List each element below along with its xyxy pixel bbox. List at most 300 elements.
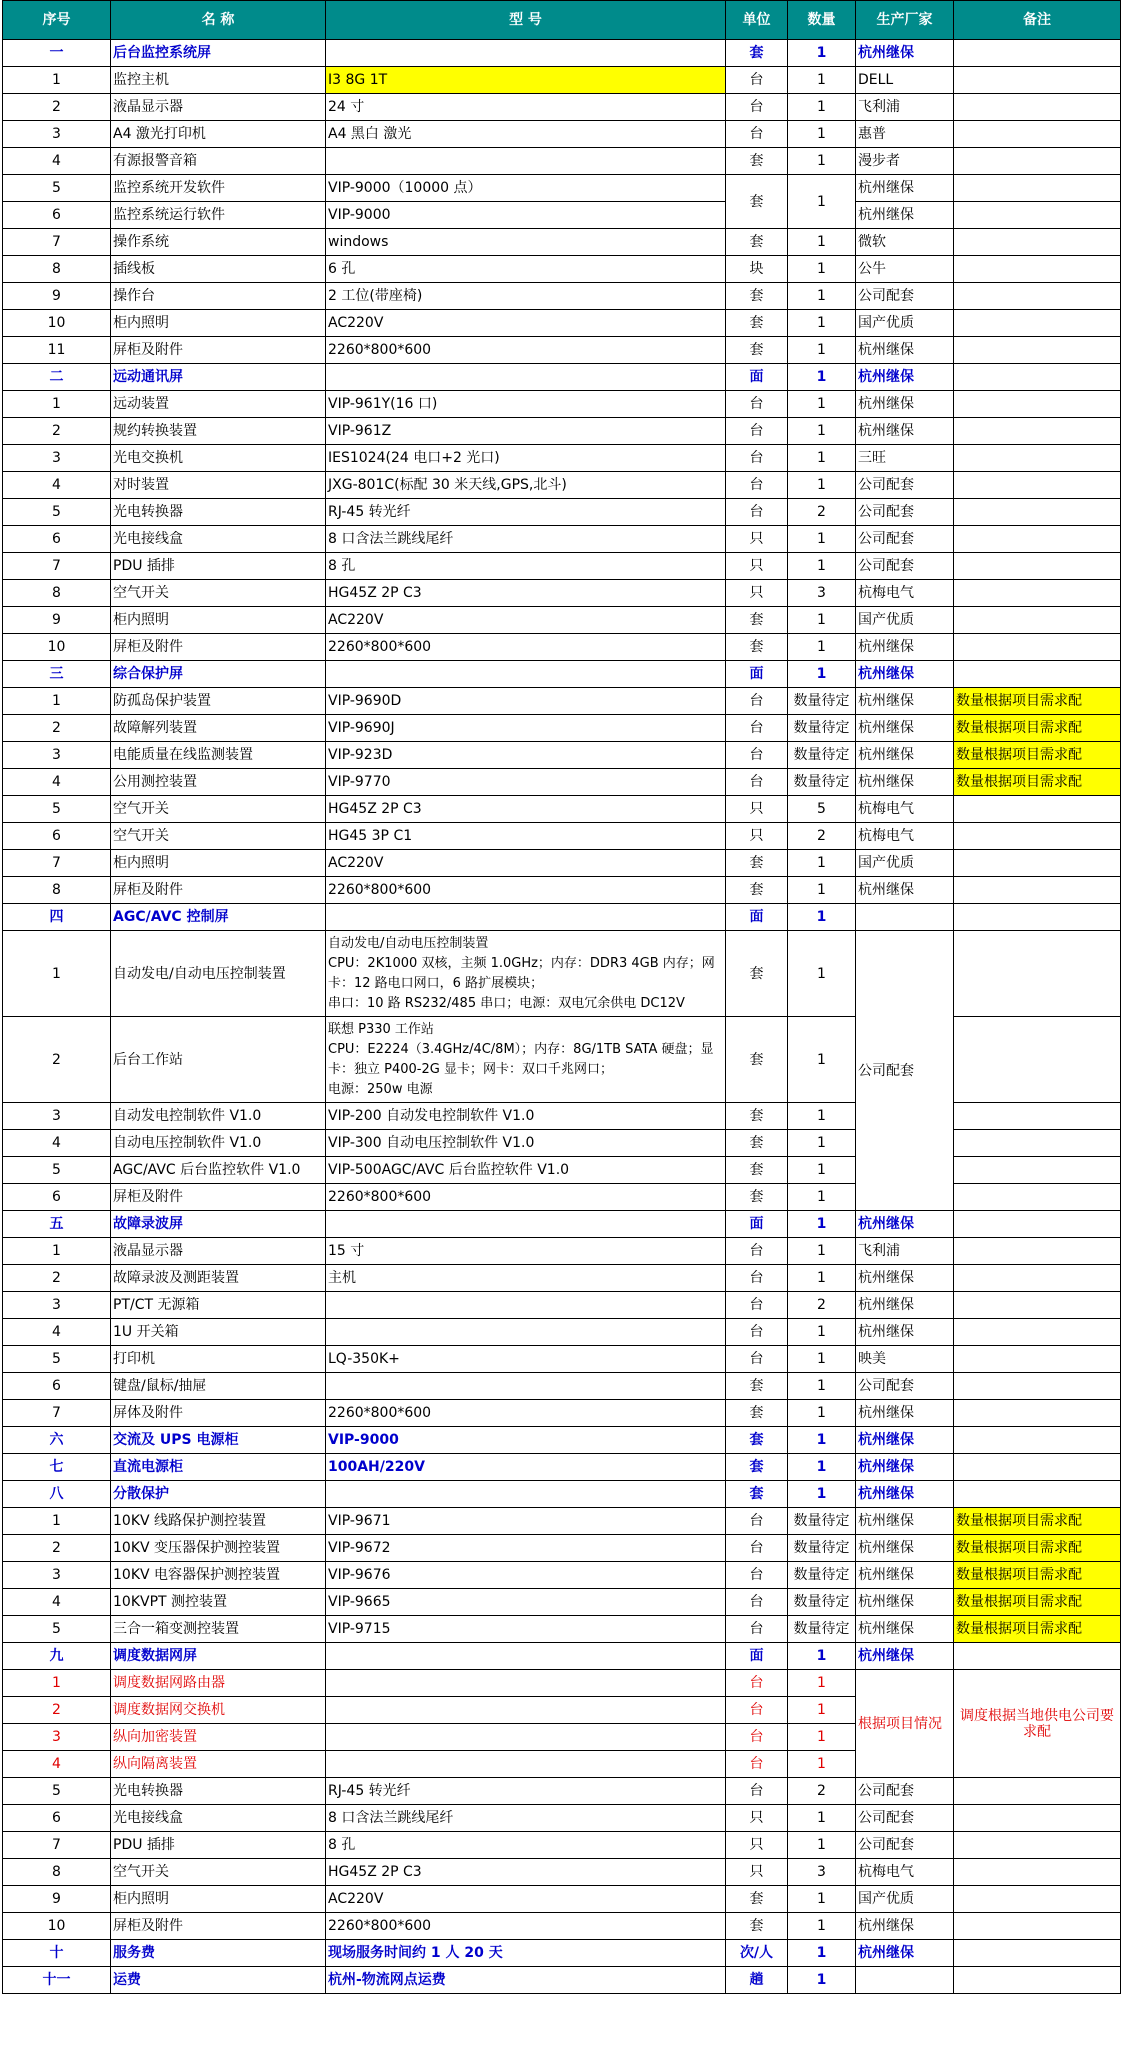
- section-name: 综合保护屏: [111, 661, 326, 688]
- table-row: [3, 877, 1121, 904]
- row-qty: 1: [788, 229, 856, 256]
- section-name: 故障录波屏: [111, 1211, 326, 1238]
- row-index: 6: [3, 1805, 111, 1832]
- row-manufacturer: 杭州继保: [856, 1319, 954, 1346]
- row-manufacturer: 公司配套: [856, 526, 954, 553]
- row-manufacturer: 飞利浦: [856, 94, 954, 121]
- row-model: 24 寸: [326, 94, 726, 121]
- row-note: [954, 310, 1121, 337]
- row-note: [954, 1265, 1121, 1292]
- section-note: [954, 661, 1121, 688]
- row-model: 15 寸: [326, 1238, 726, 1265]
- row-qty: 1: [788, 94, 856, 121]
- table-row: [3, 283, 1121, 310]
- section-qty: 1: [788, 904, 856, 931]
- table-row: [3, 850, 1121, 877]
- row-unit: 套: [726, 931, 788, 1017]
- row-manufacturer: 杭州继保: [856, 688, 954, 715]
- row-name: 柜内照明: [111, 607, 326, 634]
- table-row: [3, 121, 1121, 148]
- table-row: [3, 1886, 1121, 1913]
- section-unit: 套: [726, 1481, 788, 1508]
- row-qty: 1: [788, 1805, 856, 1832]
- row-qty: 1: [788, 1886, 856, 1913]
- row-index: 5: [3, 1157, 111, 1184]
- section-name: 运费: [111, 1967, 326, 1994]
- row-unit: 套: [726, 1886, 788, 1913]
- row-model: A4 黑白 激光: [326, 121, 726, 148]
- row-name: 监控主机: [111, 67, 326, 94]
- row-note: [954, 1130, 1121, 1157]
- row-manufacturer: 公司配套: [856, 283, 954, 310]
- row-manufacturer: 杭州继保: [856, 1265, 954, 1292]
- row-name: 电能质量在线监测装置: [111, 742, 326, 769]
- row-model: 6 孔: [326, 256, 726, 283]
- row-qty: 1: [788, 1697, 856, 1724]
- row-index: 2: [3, 1535, 111, 1562]
- row-index: 2: [3, 715, 111, 742]
- section-index: 三: [3, 661, 111, 688]
- row-note: [954, 418, 1121, 445]
- row-note: [954, 256, 1121, 283]
- row-model: 8 口含法兰跳线尾纤: [326, 1805, 726, 1832]
- section-index: 五: [3, 1211, 111, 1238]
- row-model: 8 孔: [326, 553, 726, 580]
- row-qty: 1: [788, 1130, 856, 1157]
- row-qty: 2: [788, 823, 856, 850]
- row-qty: 1: [788, 1832, 856, 1859]
- table-row: [3, 499, 1121, 526]
- row-unit: 台: [726, 391, 788, 418]
- section-model: [326, 904, 726, 931]
- table-row: [3, 715, 1121, 742]
- section-index: 十一: [3, 1967, 111, 1994]
- row-note: [954, 1319, 1121, 1346]
- row-name: 液晶显示器: [111, 94, 326, 121]
- row-note: 数量根据项目需求配: [954, 1616, 1121, 1643]
- row-model: [326, 1373, 726, 1400]
- row-qty: 1: [788, 310, 856, 337]
- section-row: [3, 40, 1121, 67]
- row-model: 2260*800*600: [326, 1400, 726, 1427]
- row-qty: 3: [788, 580, 856, 607]
- row-unit: 台: [726, 1562, 788, 1589]
- row-index: 6: [3, 526, 111, 553]
- row-note: [954, 94, 1121, 121]
- row-manufacturer: 杭州继保: [856, 1535, 954, 1562]
- row-unit: 台: [726, 472, 788, 499]
- section-name: AGC/AVC 控制屏: [111, 904, 326, 931]
- row-qty: 1: [788, 634, 856, 661]
- row-note: [954, 1184, 1121, 1211]
- section-name: 服务费: [111, 1940, 326, 1967]
- row-manufacturer: 公牛: [856, 256, 954, 283]
- row-manufacturer: 杭梅电气: [856, 1859, 954, 1886]
- row-note: [954, 877, 1121, 904]
- row-manufacturer: 杭州继保: [856, 1508, 954, 1535]
- row-note: [954, 1373, 1121, 1400]
- row-note: [954, 202, 1121, 229]
- table-row: [3, 1670, 1121, 1697]
- row-manufacturer: 国产优质: [856, 850, 954, 877]
- row-name: 打印机: [111, 1346, 326, 1373]
- row-model: HG45Z 2P C3: [326, 580, 726, 607]
- row-index: 3: [3, 742, 111, 769]
- row-unit: 台: [726, 1724, 788, 1751]
- row-note: [954, 337, 1121, 364]
- table-row: [3, 337, 1121, 364]
- table-row: [3, 391, 1121, 418]
- section-row: [3, 1481, 1121, 1508]
- table-row: [3, 1400, 1121, 1427]
- row-manufacturer: 公司配套: [856, 553, 954, 580]
- section-model: VIP-9000: [326, 1427, 726, 1454]
- section-unit: 面: [726, 661, 788, 688]
- header-row: [3, 1, 1121, 40]
- row-note: 数量根据项目需求配: [954, 715, 1121, 742]
- row-note: [954, 67, 1121, 94]
- row-model: VIP-9665: [326, 1589, 726, 1616]
- row-model: VIP-9690J: [326, 715, 726, 742]
- row-name: 有源报警音箱: [111, 148, 326, 175]
- row-manufacturer: 杭州继保: [856, 742, 954, 769]
- row-name: 空气开关: [111, 580, 326, 607]
- row-unit: 套: [726, 1103, 788, 1130]
- row-name: 插线板: [111, 256, 326, 283]
- table-row: [3, 796, 1121, 823]
- row-name: 光电交换机: [111, 445, 326, 472]
- row-unit: 套: [726, 1913, 788, 1940]
- row-index: 7: [3, 553, 111, 580]
- row-name: 10KV 线路保护测控装置: [111, 1508, 326, 1535]
- row-manufacturer: 杭州继保: [856, 715, 954, 742]
- row-note: [954, 391, 1121, 418]
- row-manufacturer: 杭梅电气: [856, 823, 954, 850]
- row-model: [326, 1751, 726, 1778]
- row-manufacturer: 杭州继保: [856, 877, 954, 904]
- row-unit: 台: [726, 1616, 788, 1643]
- row-qty: 1: [788, 1724, 856, 1751]
- table-row: [3, 742, 1121, 769]
- section-qty: 1: [788, 1643, 856, 1670]
- row-model: 2 工位(带座椅): [326, 283, 726, 310]
- row-qty: 1: [788, 1184, 856, 1211]
- row-manufacturer: 杭梅电气: [856, 796, 954, 823]
- row-index: 7: [3, 1832, 111, 1859]
- row-model: 自动发电/自动电压控制装置 CPU：2K1000 双核，主频 1.0GHz；内存：DDR3 4GB 内存；网卡：12 路电口网口，6 路扩展模块； 串口：10 路 RS232/485 串口；电源：双电冗余供电 DC12V: [326, 931, 726, 1017]
- row-unit: 套: [726, 1373, 788, 1400]
- row-note: [954, 175, 1121, 202]
- section-note: [954, 1211, 1121, 1238]
- row-manufacturer: 杭州继保: [856, 1292, 954, 1319]
- table-row: [3, 1832, 1121, 1859]
- row-name: 空气开关: [111, 796, 326, 823]
- section-row: [3, 364, 1121, 391]
- table-row: [3, 1130, 1121, 1157]
- row-unit: 台: [726, 1346, 788, 1373]
- section-manufacturer: 杭州继保: [856, 661, 954, 688]
- row-qty: 1: [788, 283, 856, 310]
- row-manufacturer: 国产优质: [856, 1886, 954, 1913]
- section-index: 四: [3, 904, 111, 931]
- row-note: [954, 607, 1121, 634]
- row-unit: 台: [726, 1292, 788, 1319]
- row-index: 2: [3, 1697, 111, 1724]
- row-unit: 台: [726, 121, 788, 148]
- row-qty: 1: [788, 391, 856, 418]
- row-manufacturer: 国产优质: [856, 607, 954, 634]
- row-manufacturer: 杭州继保: [856, 1913, 954, 1940]
- row-unit: 只: [726, 1859, 788, 1886]
- section-row: [3, 904, 1121, 931]
- section-note: [954, 40, 1121, 67]
- section-note: [954, 1481, 1121, 1508]
- row-name: 屏柜及附件: [111, 1913, 326, 1940]
- row-manufacturer: 杭州继保: [856, 1400, 954, 1427]
- row-note: [954, 1859, 1121, 1886]
- row-unit: 套: [726, 1400, 788, 1427]
- row-model: VIP-9000（10000 点）: [326, 175, 726, 202]
- row-name: 屏柜及附件: [111, 634, 326, 661]
- row-index: 8: [3, 256, 111, 283]
- section-qty: 1: [788, 1211, 856, 1238]
- table-row: [3, 1103, 1121, 1130]
- table-row: [3, 634, 1121, 661]
- row-unit: 只: [726, 796, 788, 823]
- row-manufacturer: 杭州继保: [856, 337, 954, 364]
- row-name: 调度数据网交换机: [111, 1697, 326, 1724]
- row-model: 联想 P330 工作站 CPU：E2224（3.4GHz/4C/8M）；内存：8G/1TB SATA 硬盘；显卡：独立 P400-2G 显卡；网卡：双口千兆网口； 电源：250w 电源: [326, 1017, 726, 1103]
- row-name: 屏柜及附件: [111, 337, 326, 364]
- row-unit: 套: [726, 1184, 788, 1211]
- row-name: 故障录波及测距装置: [111, 1265, 326, 1292]
- row-qty: 1: [788, 148, 856, 175]
- row-qty: 1: [788, 256, 856, 283]
- row-unit: 套: [726, 337, 788, 364]
- row-model: VIP-9672: [326, 1535, 726, 1562]
- section-name: 远动通讯屏: [111, 364, 326, 391]
- row-unit: 只: [726, 1805, 788, 1832]
- row-qty: 1: [788, 337, 856, 364]
- row-index: 4: [3, 1751, 111, 1778]
- header-unit: 单位: [726, 1, 788, 40]
- row-index: 2: [3, 418, 111, 445]
- section-note: [954, 1454, 1121, 1481]
- row-qty: 数量待定: [788, 1589, 856, 1616]
- row-unit: 套: [726, 310, 788, 337]
- row-model: VIP-9690D: [326, 688, 726, 715]
- row-note: [954, 499, 1121, 526]
- table-row: [3, 1319, 1121, 1346]
- row-unit: 台: [726, 1238, 788, 1265]
- row-qty: 数量待定: [788, 1562, 856, 1589]
- row-name: 纵向隔离装置: [111, 1751, 326, 1778]
- section-index: 九: [3, 1643, 111, 1670]
- table-row: [3, 1346, 1121, 1373]
- row-qty: 1: [788, 67, 856, 94]
- section-name: 分散保护: [111, 1481, 326, 1508]
- table-row: [3, 1616, 1121, 1643]
- header-manufacturer: 生产厂家: [856, 1, 954, 40]
- row-note: [954, 1886, 1121, 1913]
- row-name: 防孤岛保护装置: [111, 688, 326, 715]
- table-row: [3, 67, 1121, 94]
- row-name: 10KV 变压器保护测控装置: [111, 1535, 326, 1562]
- section-unit: 面: [726, 904, 788, 931]
- row-note: [954, 121, 1121, 148]
- table-row: [3, 1562, 1121, 1589]
- row-name: AGC/AVC 后台监控软件 V1.0: [111, 1157, 326, 1184]
- table-row: [3, 1238, 1121, 1265]
- row-index: 3: [3, 121, 111, 148]
- row-name: A4 激光打印机: [111, 121, 326, 148]
- section-name: 交流及 UPS 电源柜: [111, 1427, 326, 1454]
- row-qty: 1: [788, 1319, 856, 1346]
- header-qty: 数量: [788, 1, 856, 40]
- row-model: 2260*800*600: [326, 1184, 726, 1211]
- row-model: 8 孔: [326, 1832, 726, 1859]
- row-index: 10: [3, 634, 111, 661]
- row-unit: 台: [726, 742, 788, 769]
- row-note: [954, 148, 1121, 175]
- row-note: [954, 1778, 1121, 1805]
- row-manufacturer: 公司配套: [856, 472, 954, 499]
- row-index: 1: [3, 1670, 111, 1697]
- row-name: 键盘/鼠标/抽屉: [111, 1373, 326, 1400]
- row-model: VIP-500AGC/AVC 后台监控软件 V1.0: [326, 1157, 726, 1184]
- row-note: [954, 1400, 1121, 1427]
- row-index: 9: [3, 1886, 111, 1913]
- section-manufacturer: 杭州继保: [856, 1427, 954, 1454]
- row-unit: 套: [726, 1157, 788, 1184]
- row-manufacturer: 杭州继保: [856, 391, 954, 418]
- row-qty: 1: [788, 1238, 856, 1265]
- row-name: 规约转换装置: [111, 418, 326, 445]
- row-model: [326, 1724, 726, 1751]
- row-index: 4: [3, 1319, 111, 1346]
- row-name: 操作台: [111, 283, 326, 310]
- section-manufacturer: [856, 904, 954, 931]
- section-unit: 套: [726, 1454, 788, 1481]
- row-model: HG45 3P C1: [326, 823, 726, 850]
- table-row: [3, 1292, 1121, 1319]
- row-manufacturer: 公司配套: [856, 1805, 954, 1832]
- section-model: [326, 1481, 726, 1508]
- row-index: 5: [3, 1778, 111, 1805]
- row-note: 数量根据项目需求配: [954, 1562, 1121, 1589]
- row-model: VIP-300 自动电压控制软件 V1.0: [326, 1130, 726, 1157]
- row-name: PDU 插排: [111, 1832, 326, 1859]
- row-index: 9: [3, 283, 111, 310]
- row-qty: 1: [788, 445, 856, 472]
- row-note: [954, 1913, 1121, 1940]
- section-manufacturer: 杭州继保: [856, 1643, 954, 1670]
- row-name: 监控系统开发软件: [111, 175, 326, 202]
- row-index: 3: [3, 445, 111, 472]
- row-name: 光电接线盒: [111, 526, 326, 553]
- row-index: 6: [3, 202, 111, 229]
- table-row: [3, 607, 1121, 634]
- row-model: 2260*800*600: [326, 337, 726, 364]
- row-note: [954, 1157, 1121, 1184]
- row-note: [954, 634, 1121, 661]
- row-name: 空气开关: [111, 1859, 326, 1886]
- section-manufacturer: 杭州继保: [856, 1481, 954, 1508]
- row-qty: 1: [788, 472, 856, 499]
- row-note: 数量根据项目需求配: [954, 769, 1121, 796]
- section-manufacturer: 杭州继保: [856, 1211, 954, 1238]
- header-name: 名 称: [111, 1, 326, 40]
- row-name: 1U 开关箱: [111, 1319, 326, 1346]
- row-note: [954, 1103, 1121, 1130]
- row-qty: 1: [788, 877, 856, 904]
- row-name: PDU 插排: [111, 553, 326, 580]
- row-model: LQ-350K+: [326, 1346, 726, 1373]
- section-name: 直流电源柜: [111, 1454, 326, 1481]
- table-row: [3, 175, 1121, 202]
- row-unit: 台: [726, 1589, 788, 1616]
- header-note: 备注: [954, 1, 1121, 40]
- row-unit: 台: [726, 1319, 788, 1346]
- row-name: 对时装置: [111, 472, 326, 499]
- row-name: 故障解列装置: [111, 715, 326, 742]
- section-unit: 趟: [726, 1967, 788, 1994]
- section-model: [326, 1643, 726, 1670]
- row-qty: 1: [788, 1751, 856, 1778]
- row-name: 纵向加密装置: [111, 1724, 326, 1751]
- row-model: 8 口含法兰跳线尾纤: [326, 526, 726, 553]
- table-row: [3, 823, 1121, 850]
- row-index: 4: [3, 769, 111, 796]
- row-manufacturer: 惠普: [856, 121, 954, 148]
- table-row: [3, 553, 1121, 580]
- section-index: 七: [3, 1454, 111, 1481]
- row-model: [326, 148, 726, 175]
- section-unit: 套: [726, 1427, 788, 1454]
- row-unit: 台: [726, 499, 788, 526]
- row-manufacturer: 杭州继保: [856, 418, 954, 445]
- row-manufacturer-merged: 公司配套: [856, 931, 954, 1211]
- row-unit: 套: [726, 229, 788, 256]
- row-model: 2260*800*600: [326, 1913, 726, 1940]
- row-unit: 台: [726, 1697, 788, 1724]
- row-qty: 1: [788, 1373, 856, 1400]
- row-index: 5: [3, 796, 111, 823]
- row-qty: 数量待定: [788, 1616, 856, 1643]
- row-name: 10KV 电容器保护测控装置: [111, 1562, 326, 1589]
- row-name: 光电转换器: [111, 499, 326, 526]
- row-note: 数量根据项目需求配: [954, 742, 1121, 769]
- row-unit: 台: [726, 1751, 788, 1778]
- row-note: [954, 1832, 1121, 1859]
- table-row: [3, 526, 1121, 553]
- row-model: VIP-9770: [326, 769, 726, 796]
- row-model: VIP-200 自动发电控制软件 V1.0: [326, 1103, 726, 1130]
- row-unit: 台: [726, 418, 788, 445]
- table-row: [3, 1017, 1121, 1103]
- row-index: 3: [3, 1103, 111, 1130]
- section-qty: 1: [788, 1454, 856, 1481]
- row-unit: 套: [726, 1017, 788, 1103]
- row-note: [954, 526, 1121, 553]
- section-qty: 1: [788, 40, 856, 67]
- row-model: VIP-9715: [326, 1616, 726, 1643]
- table-row: [3, 1265, 1121, 1292]
- row-manufacturer: 国产优质: [856, 310, 954, 337]
- row-qty: 1: [788, 607, 856, 634]
- row-unit: 台: [726, 67, 788, 94]
- table-row: [3, 1859, 1121, 1886]
